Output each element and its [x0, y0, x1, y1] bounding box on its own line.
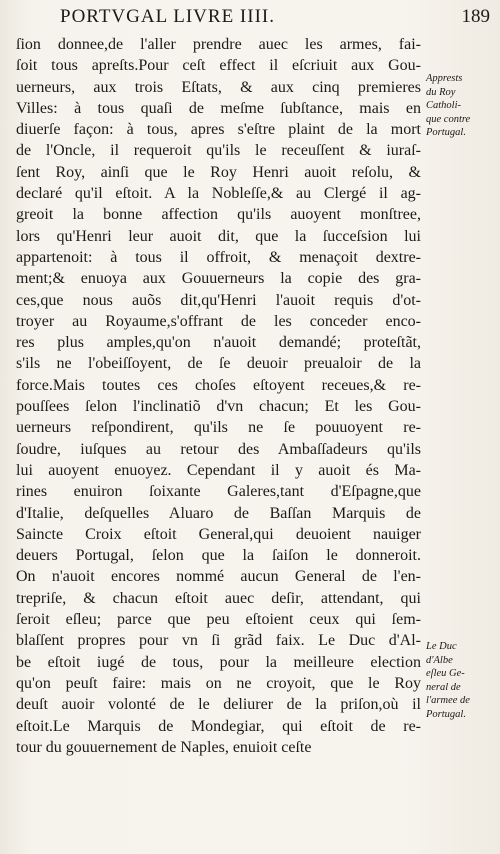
text-line: Saincte Croix eſtoit General,qui deuoient nauiger: [16, 525, 421, 543]
text-line: de l'Oncle, il requeroit qu'ils le receuſſent & iuraſ-: [16, 142, 421, 160]
text-line: greoit la bonne affection qu'ils auoyent monſtree,: [16, 206, 421, 224]
text-line: ces,que nous auõs dit,qu'Henri l'auoit requis d'ot-: [16, 291, 421, 309]
text-line: ſion donnee,de l'aller prendre auec les armes, fai-: [16, 36, 421, 53]
margin-note-line: Le Duc: [426, 641, 457, 652]
margin-note-line: l'armee de: [426, 695, 470, 706]
text-line: appartenoit: à tous il offroit, & menaçoit dextre-: [16, 248, 421, 266]
margin-note-line: Portugal.: [426, 127, 466, 138]
text-line: tour du gouuernement de Naples, enuioit ceſte: [16, 738, 312, 756]
text-line: troyer au Royaume,s'offrant de les conceder enco-: [16, 312, 421, 330]
text-line: blaſſent propres pour vn ſi grãd faix. Le Duc d'Al-: [16, 632, 421, 650]
text-line: On n'auoit encores nommé aucun General de l'en-: [16, 568, 421, 586]
text-line: rines enuiron ſoixante Galeres,tant d'Eſpagne,que: [16, 483, 421, 501]
text-line: trepriſe, & chacun eſtoit auec deſir, attendant, qui: [16, 589, 421, 607]
main-text-block: [16, 34, 421, 758]
text-line: lors qu'Henri leur auoit dit, que la ſucceſsion lui: [16, 227, 421, 245]
margin-note-line: du Roy: [426, 86, 456, 98]
page-number: 189: [461, 6, 490, 27]
text-line: declaré qu'il eſtoit. A la Nobleſſe,& au Clergé il ag-: [16, 185, 421, 203]
text-line: deuers Portugal, ſelon que la ſaiſon le donneroit.: [16, 547, 421, 565]
margin-note-line: Portugal.: [426, 708, 466, 720]
page-header: [60, 6, 490, 32]
text-line: ſoit tous apreſts.Pour ceſt effect il eſcriuit aux Gou-: [16, 57, 421, 75]
text-line: ſoudre, iuſques au retour des Ambaſſadeurs qu'ils: [16, 440, 421, 458]
text-line: ſeroit eſleu; parce que peu eſtoient ceux qui ſem-: [16, 611, 421, 629]
margin-note-duc-dalbe: [426, 640, 496, 721]
text-line: diuerſe façon: à tous, apres s'eſtre plaint de la mort: [16, 121, 421, 139]
margin-note-line: Apprests: [426, 73, 463, 84]
text-line: pouſſees ſelon l'inclinatiõ d'vn chacun; Et les Gou-: [16, 398, 421, 416]
text-line: res plus amples,qu'on n'auoit demandé; proteſtãt,: [16, 334, 421, 352]
text-line: uerneurs reſpondirent, qu'ils ne ſe pouuoyent re-: [16, 419, 421, 437]
margin-note-line: eſleu Ge-: [426, 668, 465, 679]
text-line: force.Mais toutes ces choſes eſtoyent receues,& re-: [16, 376, 421, 394]
text-line: uerneurs, aux trois Eſtats, & aux cinq premieres: [16, 78, 421, 96]
text-line: Villes: à tous quaſi de meſme ſubſtance, mais en: [16, 99, 421, 117]
text-line: qu'on peuſt faire: mais on ne croyoit, que le Roy: [16, 674, 421, 692]
text-line: ſent Roy, ainſi que le Roy Henri auoit reſolu, &: [16, 163, 421, 181]
text-line: be eſtoit iugé de tous, pour la meilleure election: [16, 653, 421, 671]
text-line: lui auoyent enuoyez. Cependant il y auoit és Ma-: [16, 461, 421, 479]
text-line: eſtoit.Le Marquis de Mondegiar, qui eſtoit de re-: [16, 717, 421, 735]
text-line: ment;& enuoya aux Gouuerneurs la copie des gra-: [16, 270, 421, 288]
margin-note-line: neral de: [426, 681, 461, 693]
text-line: deuſt auoir volonté de le deliurer de la priſon,où il: [16, 696, 421, 714]
margin-note-line: d'Albe: [426, 654, 453, 666]
running-title: PORTVGAL LIVRE IIII.: [60, 6, 275, 27]
margin-note-apprests: [426, 72, 496, 140]
margin-note-line: que contre: [426, 113, 471, 125]
margin-note-line: Catholi-: [426, 100, 462, 111]
text-line: s'ils ne l'obeiſſoyent, de ſe deuoir preualoir de la: [16, 355, 421, 373]
text-line: d'Italie, deſquelles Aluaro de Baſſan Marquis de: [16, 504, 421, 522]
